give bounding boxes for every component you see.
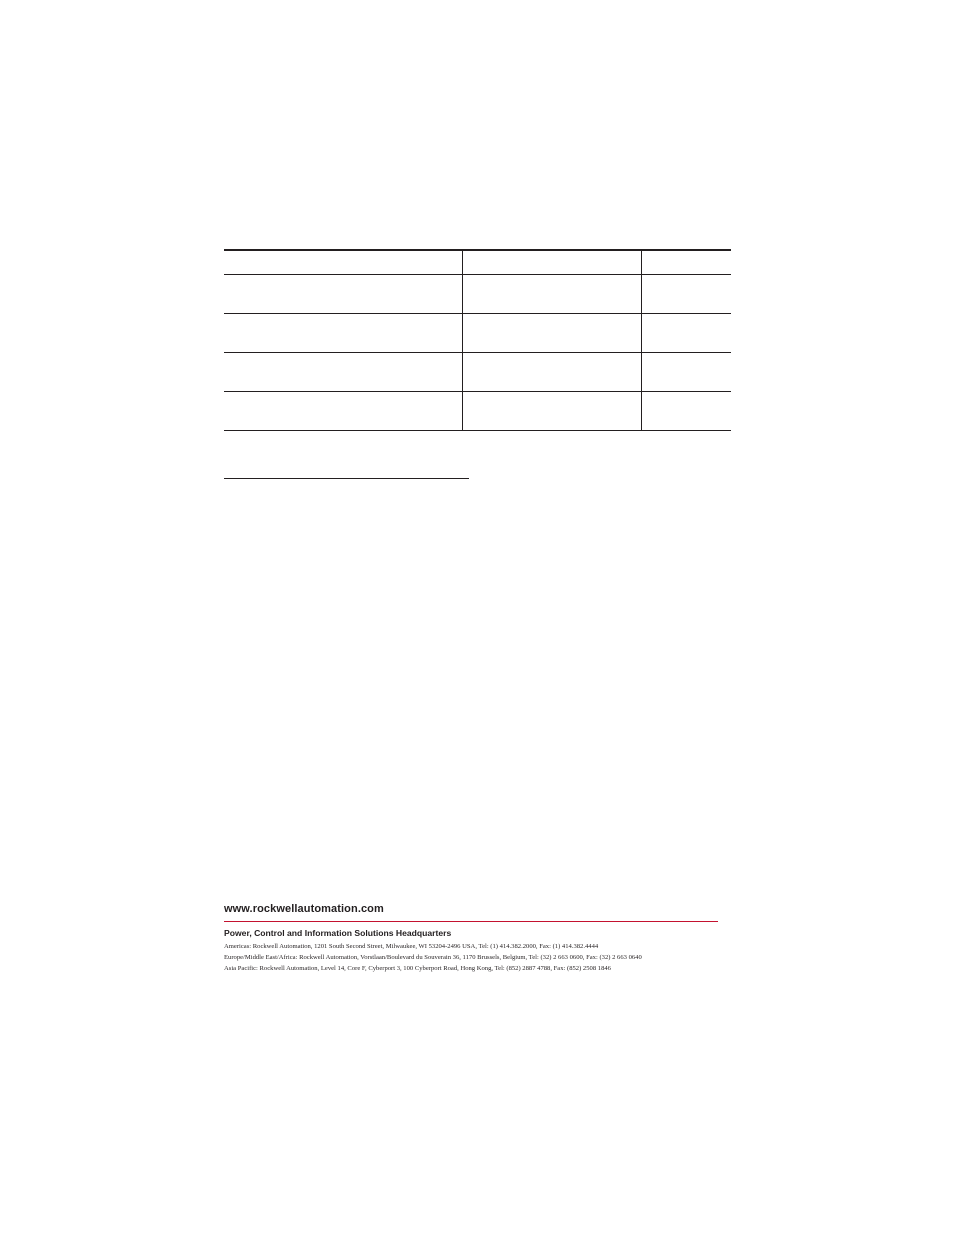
footer-divider (224, 921, 718, 922)
footnote-divider (224, 478, 469, 479)
table-cell (463, 353, 642, 392)
table-cell (224, 353, 463, 392)
address-asia-pacific: Asia Pacific: Rockwell Automation, Level 14, Core F, Cyberport 3, 100 Cyberport Road, Hong Kong, Tel: (852) 2887 4788, Fax: (852) 2508 1846 (224, 965, 611, 972)
table-cell (463, 314, 642, 353)
table-cell (642, 353, 732, 392)
table-cell (224, 392, 463, 431)
table-cell (642, 314, 732, 353)
page-footer (224, 902, 718, 974)
table-cell (642, 392, 732, 431)
headquarters-title: Power, Control and Information Solutions Headquarters (224, 928, 452, 938)
table-row (224, 392, 731, 431)
address-americas: Americas: Rockwell Automation, 1201 South Second Street, Milwaukee, WI 53204-2496 USA, Tel: (1) 414.382.2000, Fax: (1) 414.382.4444 (224, 943, 599, 950)
table-cell (463, 275, 642, 314)
address-emea: Europe/Middle East/Africa: Rockwell Automation, Vorstlaan/Boulevard du Souverain 36, 1170 Brussels, Belgium, Tel: (32) 2 663 0600, Fax: (32) 2 663 0640 (224, 954, 642, 961)
table-header-cell (642, 250, 732, 275)
table-cell (642, 275, 732, 314)
table-header-cell (463, 250, 642, 275)
website-link[interactable]: www.rockwellautomation.com (224, 903, 384, 915)
table-cell (224, 314, 463, 353)
table-row (224, 353, 731, 392)
revision-table (224, 249, 731, 431)
table-row (224, 275, 731, 314)
table-cell (224, 275, 463, 314)
table-cell (463, 392, 642, 431)
table-header-cell (224, 250, 463, 275)
table-header-row (224, 250, 731, 275)
table-row (224, 314, 731, 353)
